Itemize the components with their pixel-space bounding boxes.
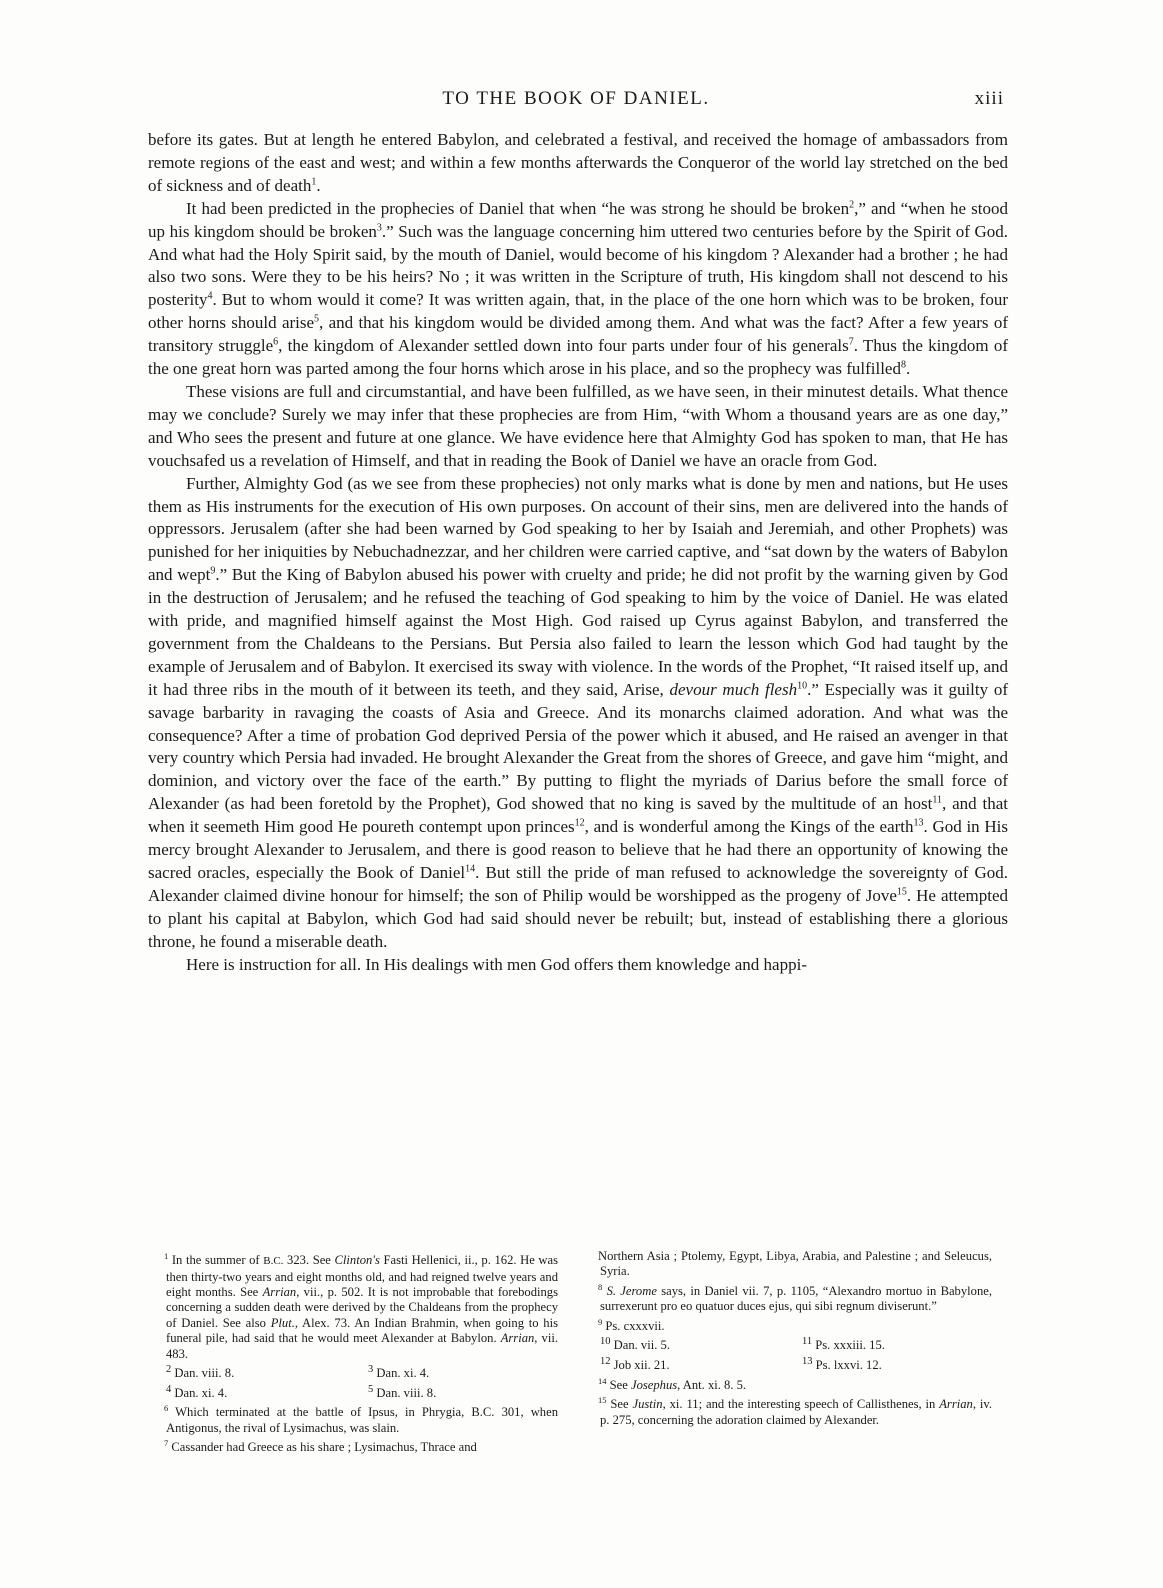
footnote: $^5$ Dan. viii. 8. bbox=[368, 1383, 437, 1400]
paragraph: These visions are full and circumstantial, and have been fulfilled, as we have seen, in their minutest details. What thence may we conclude? Surely we may infer that these prophecies are from Him, “with Whom a thousand years are as one day,” and Who sees the present and future at one glance. We have evidence here that Almighty God has spoken to man, that He has vouchsafed us a revelation of Himself, and that in reading the Book of Daniel we have an oracle from God. bbox=[148, 381, 1008, 470]
footnote-ref: 6 bbox=[273, 336, 279, 348]
running-head bbox=[148, 86, 1004, 116]
footnote-ref: 8 bbox=[900, 359, 906, 371]
footnote: $^8$ S. Jerome says, in Daniel vii. 7, p. 1105, “Alexandro mortuo in Babylone, surrexerunt pro eo quatuor duces ejus, qui sibi regnum diviserunt.” bbox=[598, 1281, 992, 1314]
footnote-pair bbox=[600, 1334, 992, 1354]
footnote: $^9$ Ps. cxxxvii. bbox=[598, 1316, 665, 1333]
italic-quote: devour much flesh bbox=[669, 679, 798, 699]
footnote: $^6$ Which terminated at the battle of Ipsus, in Phrygia, B.C. 301, when Antigonus, the rival of Lysimachus, was slain. bbox=[164, 1403, 558, 1435]
paragraph: before its gates. But at length he entered Babylon, and celebrated a festival, and received the homage of ambassadors from remote regions of the east and west; and within a few months afterwards the Conqueror of the world lay stretched on the bed of sickness and of death$^1$. bbox=[148, 130, 1008, 195]
footnote: $^{10}$ Dan. vii. 5. bbox=[600, 1336, 670, 1353]
footnote-ref: 11 bbox=[932, 794, 942, 806]
footnote: $^{11}$ Ps. xxxiii. 15. bbox=[802, 1336, 885, 1353]
footnote-ref: 14 bbox=[465, 863, 476, 875]
footnote-ref: 4 bbox=[207, 290, 213, 302]
footnote: $^3$ Dan. xi. 4. bbox=[368, 1364, 430, 1381]
body-text bbox=[148, 129, 1008, 977]
footnote: $^4$ Dan. xi. 4. bbox=[166, 1383, 228, 1400]
footnote-ref: 12 bbox=[574, 817, 585, 829]
footnote-ref: 13 bbox=[913, 817, 924, 829]
page-number: xiii bbox=[974, 88, 1004, 109]
footnote: $^{14}$ See Josephus, Ant. xi. 8. 5. bbox=[598, 1375, 747, 1392]
footnotes-right-column bbox=[600, 1249, 992, 1428]
footnote: $^{15}$ See Justin, xi. 11; and the interesting speech of Callisthenes, in Arrian, iv. p. 275, concerning the adoration claimed by Alexander. bbox=[598, 1395, 992, 1427]
footnote-ref: 3 bbox=[376, 221, 382, 233]
footnotes-left-column bbox=[166, 1249, 558, 1456]
footnote-ref: 2 bbox=[849, 199, 855, 211]
footnote-continuation: Northern Asia ; Ptolemy, Egypt, Libya, Arabia, and Palestine ; and Seleucus, Syria. bbox=[598, 1249, 992, 1279]
footnote: $^7$ Cassander had Greece as his share ; Lysimachus, Thrace and bbox=[164, 1438, 477, 1455]
footnote: $^{13}$ Ps. lxxvi. 12. bbox=[802, 1356, 882, 1373]
footnote-pair bbox=[166, 1382, 558, 1402]
footnote-pair bbox=[600, 1354, 992, 1374]
paragraph: It had been predicted in the prophecies of Daniel that when “he was strong he should be broken$^2$,” and “when he stood up his kingdom should be broken$^3$.” Such was the language concerning him uttered two centuries before by the Spirit of God. And what had the Holy Spirit said, by the mouth of Daniel, would become of his kingdom ? Alexander had a brother ; he had also two sons. Were they to be his heirs? No ; it was written in the Scripture of truth, His kingdom shall not descend to his posterity$^4$. But to whom would it come? It was written again, that, in the place of the one horn which was to be broken, four other horns should arise$^5$, and that his kingdom would be divided among them. And what was the fact? After a few years of transitory struggle$^6$, the kingdom of Alexander settled down into four parts under four of his generals$^7$. Thus the kingdom of the one great horn was parted among the four horns which arose in his place, and so the prophecy was fulfilled$^8$. bbox=[148, 198, 1009, 379]
footnote-ref: 1 bbox=[311, 176, 317, 188]
paragraph: Further, Almighty God (as we see from these prophecies) not only marks what is done by men and nations, but He uses them as His instruments for the execution of His own purposes. On account of their sins, men are delivered into the hands of oppressors. Jerusalem (after she had been warned by God speaking to her by Isaiah and Jeremiah, and other Prophets) was punished for her iniquities by Nebuchadnezzar, and her children were carried captive, and “sat down by the waters of Babylon and wept$^9$.” But the King of Babylon abused his power with cruelty and pride; he did not profit by the warning given by God in the destruction of Jerusalem; and he refused the teaching of God speaking to him by the voice of Daniel. He was elated with pride, and magnified himself against the Most High. God raised up Cyrus against Babylon, and transferred the government from the Chaldeans to the Persians. But Persia also failed to learn the lesson which God had taught by the example of Jerusalem and of Babylon. It exercised its sway with violence. In the words of the Prophet, “It raised itself up, and it had three ribs in the mouth of it between its teeth, and they said, Arise, devour much flesh$^{10}$.” Especially was it guilty of savage barbarity in ravaging the coasts of Asia and Greece. And its monarchs claimed adoration. And what was the consequence? After a time of probation God deprived Persia of the power which it abused, and He raised an avenger in that very country which Persia had invaded. He brought Alexander the Great from the shores of Greece, and gave him “might, and dominion, and victory over the face of the earth.” By putting to flight the myriads of Darius before the small force of Alexander (as had been foretold by the Prophet), God showed that no king is saved by the multitude of an host$^{11}$, and that when it seemeth Him good He poureth contempt upon princes$^{12}$, and is wonderful among the Kings of the earth$^{13}$. God in His mercy brought Alexander to Jerusalem, and there is good reason to believe that he had there an opportunity of knowing the sacred oracles, especially the Book of Daniel$^{14}$. But still the pride of man refused to acknowledge the sovereignty of God. Alexander claimed divine honour for himself; the son of Philip would be worshipped as the progeny of Jove$^{15}$. He attempted to plant his capital at Babylon, which God had said should never be rebuilt; but, instead of establishing there a glorious throne, he found a miserable death. bbox=[148, 473, 1008, 951]
footnote-ref: 7 bbox=[848, 336, 854, 348]
footnote-pair bbox=[166, 1362, 558, 1382]
footnote-ref: 9 bbox=[210, 565, 216, 577]
footnote: $^2$ Dan. viii. 8. bbox=[166, 1364, 235, 1381]
running-title: TO THE BOOK OF DANIEL. bbox=[442, 88, 710, 109]
footnote-ref: 10 bbox=[797, 680, 808, 692]
footnote-ref: 5 bbox=[314, 313, 320, 325]
footnote: $^{12}$ Job xii. 21. bbox=[600, 1356, 670, 1373]
footnote-ref: 15 bbox=[896, 886, 907, 898]
footnote: $^1$ In the summer of B.C. 323. See Clinton's Fasti Hellenici, ii., p. 162. He was then thirty-two years and eight months old, and had reigned twelve years and eight months. See Arrian, vii., p. 502. It is not improbable that forebodings concerning a sudden death were derived by the Chaldeans from the prophecy of Daniel. See also Plut., Alex. 73. An Indian Brahmin, when going to his funeral pile, had said that he would meet Alexander at Babylon. Arrian, vii. 483. bbox=[164, 1251, 559, 1361]
paragraph: Here is instruction for all. In His dealings with men God offers them knowledge and happi- bbox=[186, 954, 807, 974]
